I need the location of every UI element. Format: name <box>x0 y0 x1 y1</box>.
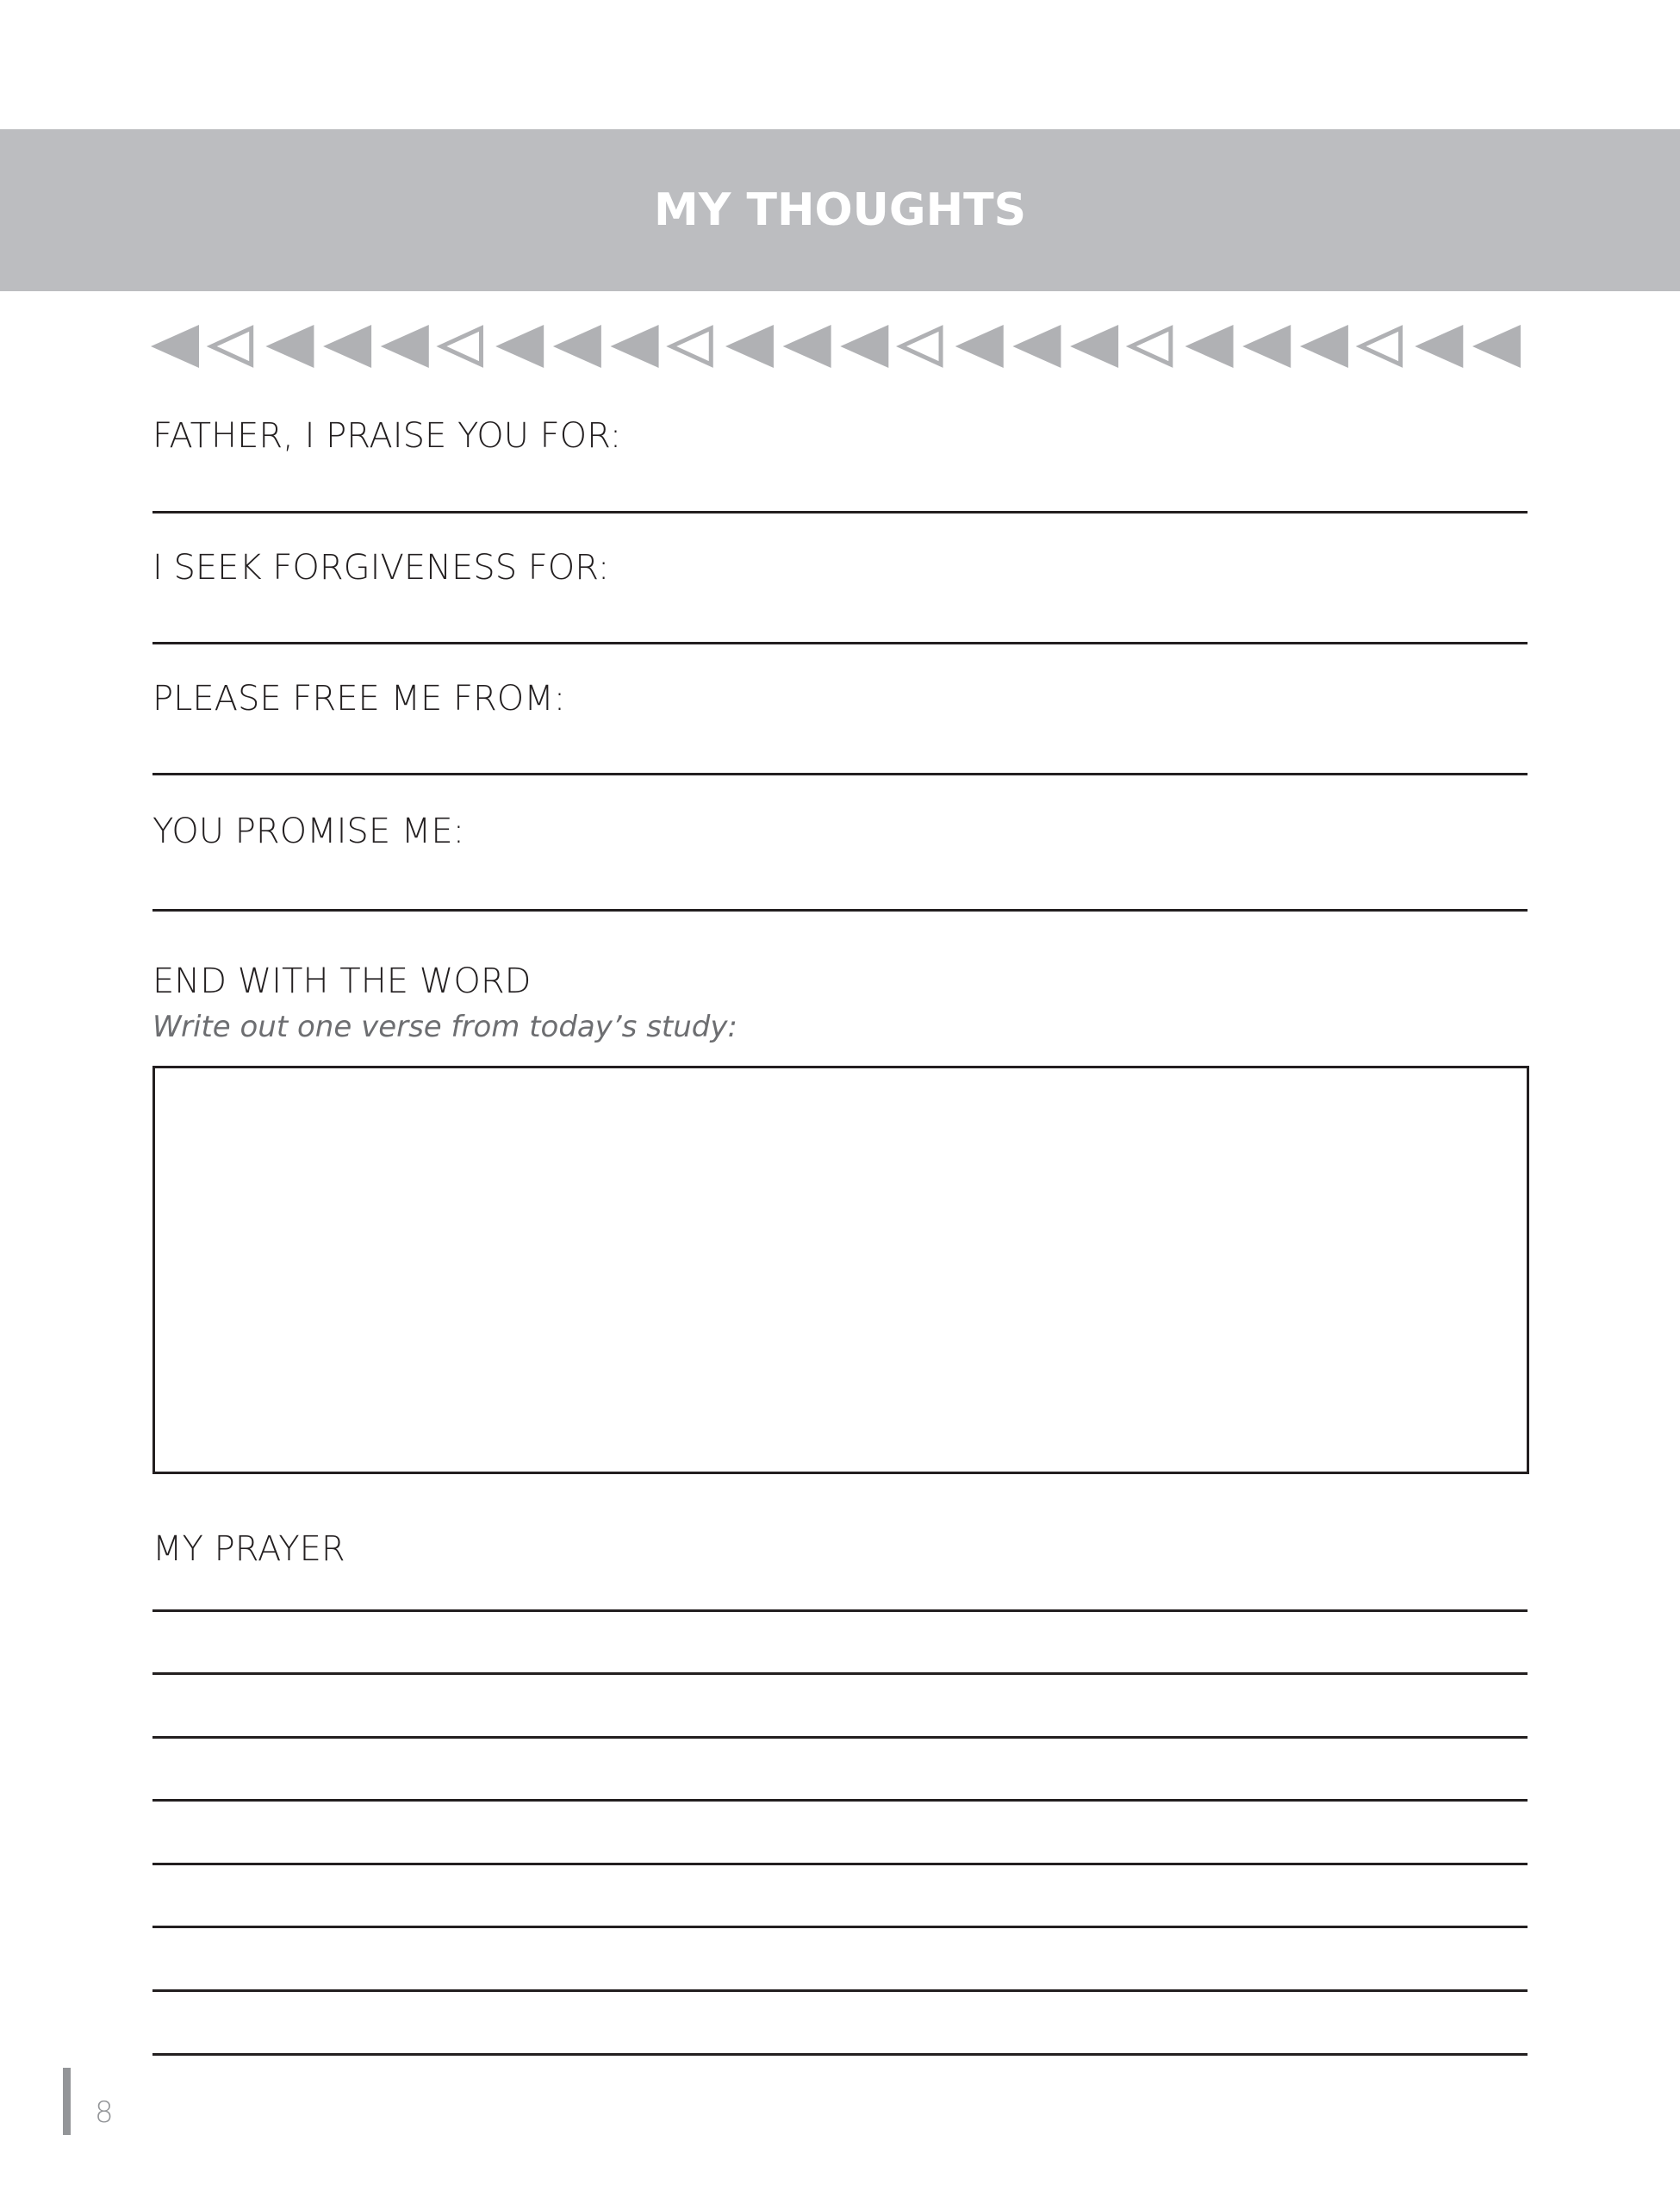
prayer-write-line[interactable] <box>152 1799 1528 1802</box>
triangle-filled-icon <box>955 325 1004 368</box>
promise-write-line[interactable] <box>152 909 1528 912</box>
header-band <box>0 129 1680 291</box>
triangle-outline-icon <box>212 328 252 364</box>
triangle-filled-icon <box>381 325 429 368</box>
triangle-filled-icon <box>1300 325 1348 368</box>
free-write-line[interactable] <box>152 773 1528 775</box>
verse-writing-box[interactable] <box>152 1066 1529 1474</box>
triangle-outline-icon <box>1131 328 1171 364</box>
triangle-outline-icon <box>901 328 941 364</box>
triangle-filled-icon <box>553 325 601 368</box>
prayer-write-line[interactable] <box>152 1926 1528 1928</box>
praise-label: FATHER, I PRAISE YOU FOR: <box>152 416 622 456</box>
forgiveness-write-line[interactable] <box>152 642 1528 644</box>
triangle-filled-icon <box>1472 325 1521 368</box>
prayer-write-line[interactable] <box>152 1989 1528 1992</box>
prayer-write-line[interactable] <box>152 2053 1528 2056</box>
triangle-filled-icon <box>1185 325 1234 368</box>
word-instruction: Write out one verse from today’s study: <box>152 1010 737 1044</box>
triangle-filled-icon <box>725 325 774 368</box>
triangle-filled-icon <box>1070 325 1118 368</box>
prayer-write-line[interactable] <box>152 1863 1528 1865</box>
triangle-filled-icon <box>1012 325 1061 368</box>
triangle-outline-icon <box>441 328 481 364</box>
promise-label: YOU PROMISE ME: <box>152 812 465 851</box>
page-number: 8 <box>95 2095 114 2130</box>
free-label: PLEASE FREE ME FROM: <box>152 679 566 719</box>
triangle-filled-icon <box>265 325 314 368</box>
prayer-write-line[interactable] <box>152 1736 1528 1739</box>
prayer-write-line[interactable] <box>152 1672 1528 1675</box>
page-title: MY THOUGHTS <box>653 184 1027 236</box>
prayer-label: MY PRAYER <box>152 1529 345 1569</box>
triangle-divider-graphic <box>151 323 1521 370</box>
triangle-filled-icon <box>1242 325 1291 368</box>
triangle-filled-icon <box>783 325 831 368</box>
triangle-filled-icon <box>840 325 888 368</box>
triangle-outline-icon <box>1361 328 1401 364</box>
word-label: END WITH THE WORD <box>152 962 532 1001</box>
triangle-filled-icon <box>1415 325 1463 368</box>
prayer-write-line[interactable] <box>152 1609 1528 1612</box>
praise-write-line[interactable] <box>152 511 1528 513</box>
page-number-bar <box>63 2068 71 2135</box>
triangle-outline-icon <box>671 328 711 364</box>
triangle-divider <box>151 323 1521 370</box>
triangle-filled-icon <box>323 325 371 368</box>
forgiveness-label: I SEEK FORGIVENESS FOR: <box>152 548 610 588</box>
triangle-filled-icon <box>495 325 544 368</box>
triangle-filled-icon <box>611 325 659 368</box>
triangle-filled-icon <box>151 325 199 368</box>
